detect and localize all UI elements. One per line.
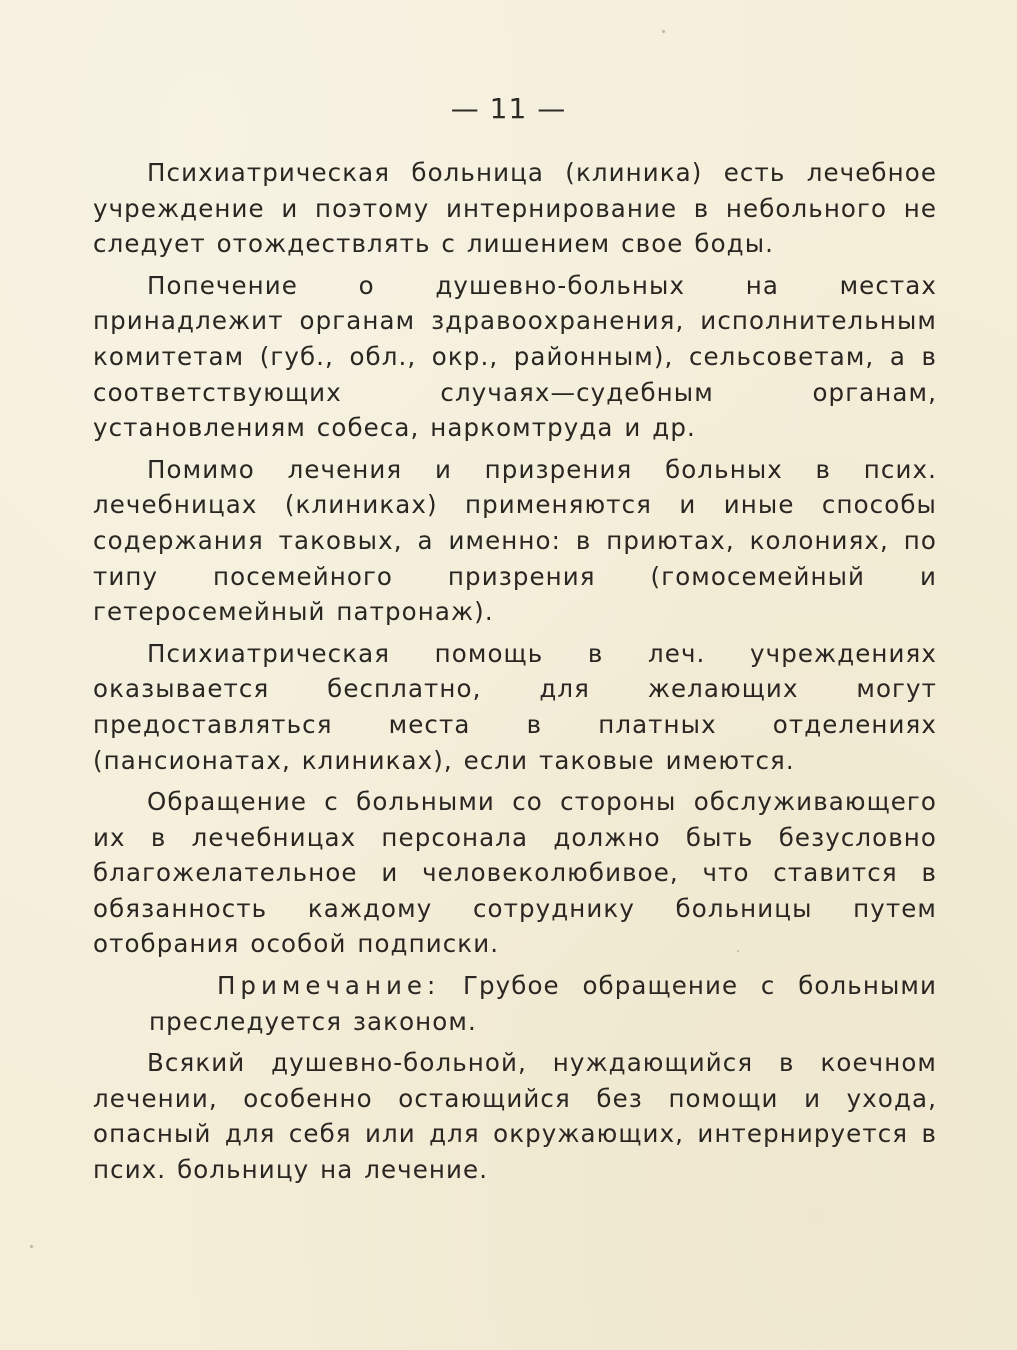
paragraph-staff-conduct: Обращение с больными со стороны обслуживающего их в лечебницах персонала должно быть безусловно благожелательное и человеколюбивое, что ставится в обязанность каждому сотруднику больницы путем отобрания особой подписки.	[93, 787, 937, 959]
paragraph-free-assistance: Психиатрическая помощь в леч. учреждениях оказывается бесплатно, для желающих могут предоставляться места в платных отделениях (пансионатах, клиниках), если таковые имеются.	[93, 638, 937, 775]
page-number: — 11 —	[450, 92, 567, 125]
paragraph-care-methods: Помимо лечения и призрения больных в псих. лечебницах (клиниках) применяются и иные способы содержания таковых, а именно: в приютах, колониях, по типу посемейного призрения (гомосемейный и гетеросемейный патронаж).	[93, 454, 937, 627]
paragraph-internment: Всякий душевно-больной, нуждающийся в коечном лечении, особенно остающийся без помощи и ухода, опасный для себя или для окружающих, интернируется в псих. больницу на лечение.	[93, 1048, 937, 1185]
page-body	[93, 155, 937, 1194]
paper-speck	[662, 30, 665, 33]
paragraph-care-responsibility: Попечение о душевно-больных на местах принадлежит органам здравоохранения, исполнительным комитетам (губ., обл., окр., районным), сельсоветам, а в соответствующих случаях—судебным органам, установлениям собеса, наркомтруда и др.	[93, 270, 937, 443]
paragraph-hospital-definition: Психиатрическая больница (клиника) есть лечебное учреждение и поэтому интернирование в небольного не следует отождествлять с лишением свое боды.	[93, 158, 937, 259]
note	[149, 968, 937, 1039]
note-text: Грубое обращение с больными преследуется законом.	[149, 971, 937, 1036]
note-label: Примечание:	[217, 971, 441, 1001]
paper-speck	[737, 950, 739, 952]
paper-speck	[30, 1245, 33, 1248]
